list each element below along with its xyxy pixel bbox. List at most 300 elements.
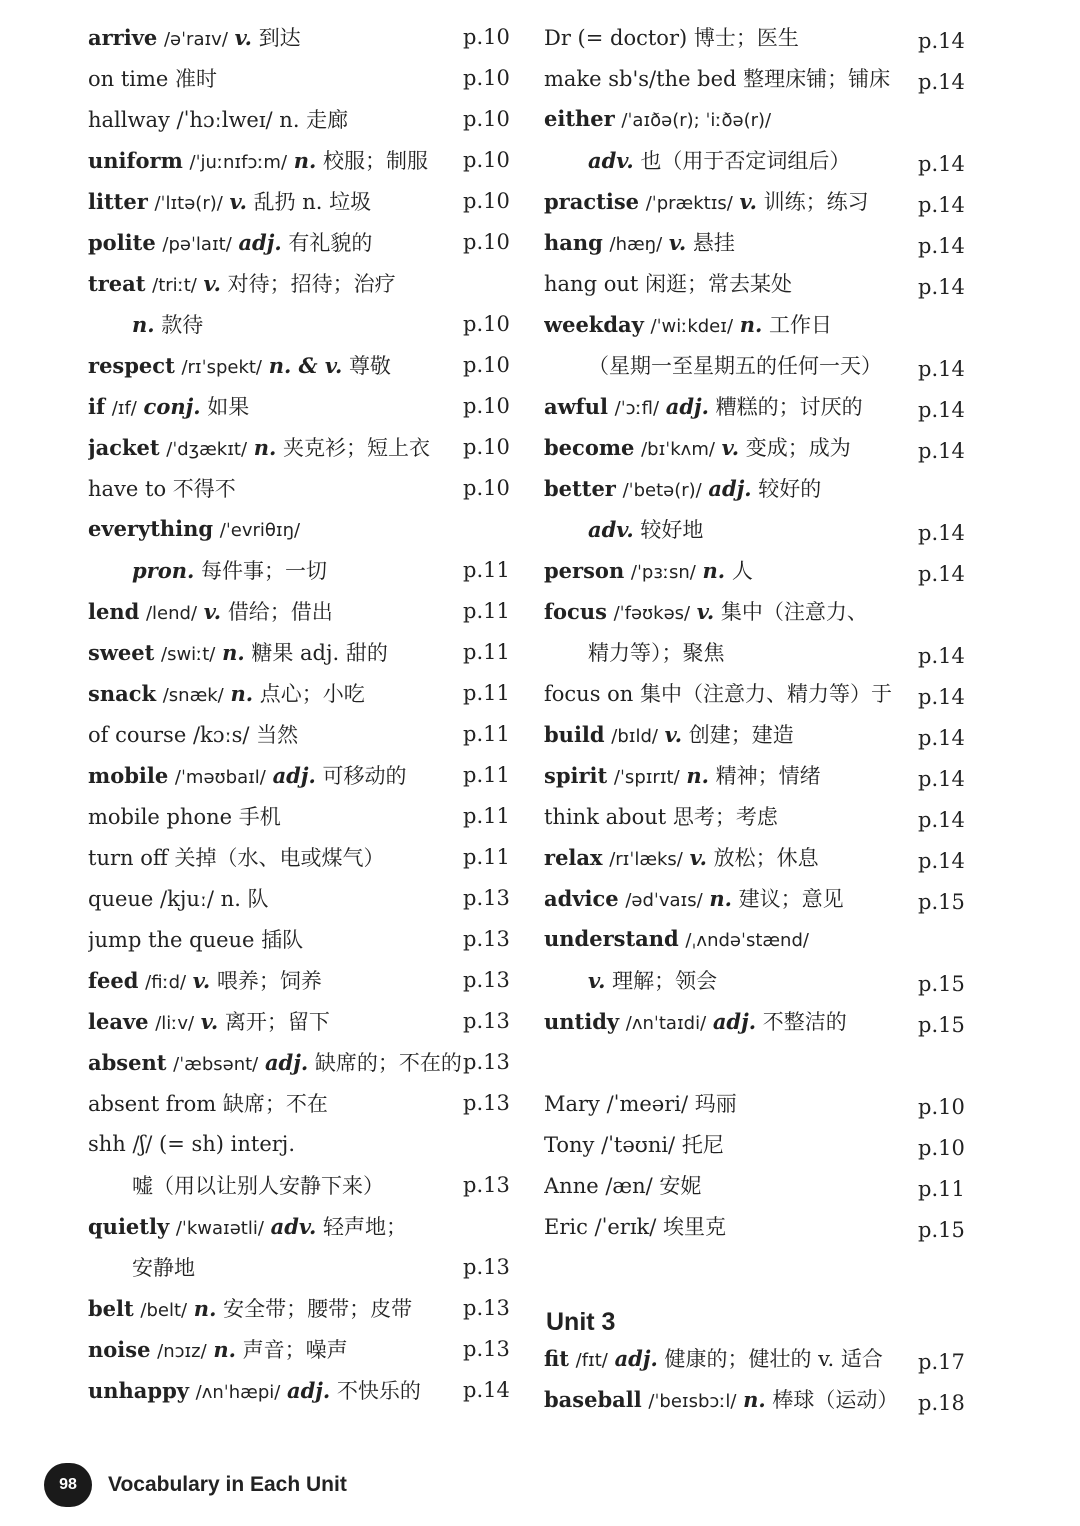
entry-text <box>88 1047 520 1077</box>
entry-text <box>544 801 980 831</box>
headword: fit <box>544 1345 569 1371</box>
entry-text <box>88 309 520 339</box>
headword: absent <box>88 1049 167 1075</box>
headword: relax <box>544 844 603 870</box>
entry-text <box>544 106 980 131</box>
entry-text <box>544 965 980 995</box>
unit-heading: Unit 3 <box>546 1308 616 1336</box>
page-ref: p.10 <box>463 229 510 254</box>
pronunciation: /ɪf/ <box>111 397 137 419</box>
entry-text <box>88 883 520 913</box>
entry-text <box>88 1211 520 1241</box>
pronunciation: /rɪˈlæks/ <box>609 848 683 870</box>
headword: everything <box>88 516 214 541</box>
pronunciation: /ˈpræktɪs/ <box>645 192 733 214</box>
pronunciation: /fiːd/ <box>145 971 187 993</box>
vocab-entry <box>88 385 520 426</box>
definition: 乱扔 n. 垃圾 <box>253 189 372 214</box>
page-ref: p.14 <box>918 767 965 791</box>
definition: 人 <box>731 558 753 583</box>
entry-text <box>544 63 980 93</box>
vocab-entry <box>544 754 980 795</box>
page-ref: p.14 <box>918 398 965 422</box>
part-of-speech: n. <box>739 311 763 337</box>
pronunciation: /belt/ <box>140 1299 188 1321</box>
entry-text <box>88 186 520 216</box>
part-of-speech: n. <box>686 762 709 788</box>
vocab-entry <box>88 713 520 754</box>
part-of-speech: v. <box>588 967 606 993</box>
definition: on time 准时 <box>88 66 218 91</box>
page-ref: p.10 <box>463 475 510 500</box>
headword: spirit <box>544 762 608 788</box>
vocab-entry <box>88 877 520 918</box>
entry-text <box>544 1384 980 1414</box>
vocab-entry <box>88 57 520 98</box>
part-of-speech: v. <box>721 434 740 460</box>
definition: focus on 集中（注意力、精力等）于 <box>544 681 892 706</box>
part-of-speech: adj. <box>665 393 709 419</box>
page-ref: p.14 <box>918 562 965 586</box>
part-of-speech: n. <box>222 639 245 665</box>
entry-text <box>88 1293 520 1323</box>
definition: 工作日 <box>768 312 832 337</box>
vocab-entry <box>544 180 980 221</box>
headword: arrive <box>88 24 158 50</box>
entry-text <box>88 1170 520 1200</box>
page-ref: p.15 <box>918 972 965 996</box>
part-of-speech: v. <box>229 188 247 214</box>
headword: awful <box>544 393 608 419</box>
page-ref: p.13 <box>463 1254 510 1279</box>
entry-text <box>88 1088 520 1118</box>
vocab-entry <box>88 590 520 631</box>
entry-text <box>88 268 520 298</box>
vocab-entry <box>544 344 980 385</box>
pronunciation: /ˈbetə(r)/ <box>622 479 702 501</box>
vocab-entry <box>544 98 980 139</box>
pronunciation: /hæŋ/ <box>609 233 663 255</box>
page-ref: p.11 <box>463 762 510 787</box>
vocab-entry <box>88 221 520 262</box>
vocab-entry <box>88 795 520 836</box>
vocab-entry <box>88 98 520 139</box>
part-of-speech: n. <box>213 1336 236 1362</box>
pronunciation: /bɪˈkʌm/ <box>641 438 715 460</box>
page-ref: p.10 <box>463 352 510 377</box>
part-of-speech: n. & v. <box>268 352 343 378</box>
vocab-entry <box>544 1123 980 1164</box>
page-ref: p.10 <box>918 1136 965 1160</box>
vocab-entry <box>88 1205 520 1246</box>
headword: respect <box>88 352 175 378</box>
definition: 建议；意见 <box>738 886 844 911</box>
definition: 缺席的；不在的 <box>314 1050 462 1075</box>
pronunciation: /ˈevriθɪŋ/ <box>219 520 301 541</box>
definition: think about 思考；考虑 <box>544 804 778 829</box>
vocab-entry <box>88 959 520 1000</box>
definition: 不整洁的 <box>762 1009 847 1034</box>
definition: 尊敬 <box>348 353 391 378</box>
definition: 夹克衫；短上衣 <box>283 435 431 460</box>
page-ref: p.17 <box>918 1350 965 1374</box>
headword: leave <box>88 1008 149 1034</box>
entry-text <box>88 63 520 93</box>
definition: 集中（注意力、 <box>720 599 868 624</box>
entry-text <box>544 1006 980 1036</box>
vocab-entry <box>544 549 980 590</box>
pronunciation: /ˈbeɪsbɔːl/ <box>648 1390 737 1412</box>
definition: 有礼貌的 <box>288 230 373 255</box>
names-list <box>544 1082 980 1246</box>
definition: 糖果 adj. 甜的 <box>251 640 388 665</box>
vocab-entry <box>544 795 980 836</box>
part-of-speech: conj. <box>143 393 201 419</box>
page-ref: p.11 <box>463 639 510 664</box>
page-ref: p.14 <box>918 70 965 94</box>
definition: 精力等）；聚焦 <box>588 640 725 665</box>
vocab-entry <box>88 1287 520 1328</box>
pronunciation: /liːv/ <box>155 1012 195 1034</box>
part-of-speech: pron. <box>132 557 195 583</box>
part-of-speech: v. <box>234 24 252 50</box>
pronunciation: /əˈraɪv/ <box>163 28 228 50</box>
page-ref: p.13 <box>463 1090 510 1115</box>
page-ref: p.11 <box>463 680 510 705</box>
definition: queue /kjuː/ n. 队 <box>88 886 269 911</box>
entry-text <box>544 1129 980 1159</box>
page-ref: p.10 <box>463 311 510 336</box>
spacer <box>544 1041 980 1082</box>
page-ref: p.11 <box>918 1177 965 1201</box>
part-of-speech: v. <box>203 270 221 296</box>
unit3-entries <box>544 1337 980 1419</box>
page-ref: p.11 <box>463 598 510 623</box>
part-of-speech: v. <box>200 1008 219 1034</box>
page-ref: p.14 <box>918 849 965 873</box>
part-of-speech: adj. <box>272 762 316 788</box>
entry-text <box>544 926 980 951</box>
spacer <box>544 1246 980 1287</box>
headword: quietly <box>88 1213 170 1239</box>
definition: 嘘（用以让别人安静下来） <box>132 1173 384 1198</box>
page-ref: p.14 <box>918 357 965 381</box>
definition: 悬挂 <box>692 230 735 255</box>
entry-text <box>544 842 980 872</box>
part-of-speech: n. <box>702 557 726 583</box>
pronunciation: /ˈæbsənt/ <box>173 1053 259 1075</box>
vocab-entry <box>544 836 980 877</box>
headword: weekday <box>544 311 644 337</box>
vocab-entry <box>88 918 520 959</box>
pronunciation: /triːt/ <box>152 274 197 296</box>
entry-text <box>88 104 520 134</box>
headword: lend <box>88 598 140 624</box>
page-ref: p.10 <box>463 65 510 90</box>
vocab-entry <box>544 713 980 754</box>
headword: understand <box>544 926 679 951</box>
definition: 健康的；健壮的 v. 适合 <box>664 1346 883 1371</box>
definition: Dr (= doctor) 博士；医生 <box>544 25 799 50</box>
definition: Tony /ˈtəʊni/ 托尼 <box>544 1132 724 1157</box>
headword: noise <box>88 1336 151 1362</box>
vocab-entry <box>544 672 980 713</box>
headword: feed <box>88 967 139 993</box>
page-footer <box>44 1462 347 1508</box>
definition: 较好的 <box>758 476 822 501</box>
vocab-entry <box>88 180 520 221</box>
vocab-entry <box>544 959 980 1000</box>
vocab-entry <box>544 221 980 262</box>
vocab-entry <box>88 1369 520 1410</box>
headword: unhappy <box>88 1377 189 1403</box>
page-ref: p.14 <box>918 29 965 53</box>
entry-text <box>544 883 980 913</box>
entry-text <box>88 227 520 257</box>
entry-text <box>544 637 980 667</box>
headword: advice <box>544 885 619 911</box>
page-ref: p.10 <box>463 106 510 131</box>
entry-text <box>544 719 980 749</box>
vocab-entry <box>544 16 980 57</box>
headword: belt <box>88 1295 134 1321</box>
pronunciation: /ˈjuːnɪfɔːm/ <box>189 151 288 173</box>
part-of-speech: v. <box>668 229 687 255</box>
entry-text <box>88 965 520 995</box>
definition: of course /kɔːs/ 当然 <box>88 722 299 747</box>
vocab-entry <box>544 631 980 672</box>
part-of-speech: adj. <box>238 229 282 255</box>
page-ref: p.11 <box>463 557 510 582</box>
definition: hang out 闲逛；常去某处 <box>544 271 792 296</box>
definition: hallway /ˈhɔːlweɪ/ n. 走廊 <box>88 107 349 132</box>
headword: build <box>544 721 605 747</box>
pronunciation: /lend/ <box>145 602 198 624</box>
vocab-entry <box>544 57 980 98</box>
part-of-speech: adv. <box>588 147 634 173</box>
pronunciation: /ˈməʊbaɪl/ <box>174 766 266 788</box>
definition: make sb's/the bed 整理床铺；铺床 <box>544 66 891 91</box>
vocab-entry <box>544 918 980 959</box>
page-ref: p.14 <box>918 152 965 176</box>
definition: 借给；借出 <box>227 599 333 624</box>
vocab-entry <box>544 1205 980 1246</box>
page-ref: p.11 <box>463 721 510 746</box>
entry-text <box>88 924 520 954</box>
vocab-entry <box>544 1337 980 1378</box>
page-ref: p.15 <box>918 1013 965 1037</box>
page-ref: p.10 <box>463 393 510 418</box>
definition: 声音；噪声 <box>242 1337 348 1362</box>
definition: 款待 <box>161 312 204 337</box>
page-ref: p.10 <box>463 24 510 49</box>
headword: focus <box>544 598 607 624</box>
vocab-entry <box>88 344 520 385</box>
entry-text <box>88 473 520 503</box>
page-ref: p.14 <box>918 644 965 668</box>
vocab-entry <box>544 1378 980 1419</box>
pronunciation: /swiːt/ <box>161 643 216 665</box>
definition: 每件事；一切 <box>201 558 328 583</box>
page-ref: p.14 <box>918 726 965 750</box>
entry-text <box>544 1211 980 1241</box>
headword: if <box>88 393 106 419</box>
headword: untidy <box>544 1008 620 1034</box>
page-ref: p.10 <box>463 188 510 213</box>
vocab-entry <box>88 754 520 795</box>
definition: jump the queue 插队 <box>88 927 304 952</box>
vocab-entry <box>88 1000 520 1041</box>
entry-text <box>544 760 980 790</box>
page-ref: p.15 <box>918 890 965 914</box>
page-ref: p.11 <box>463 844 510 869</box>
headword: litter <box>88 188 148 214</box>
pronunciation: /ˈpɜːsn/ <box>630 561 696 583</box>
entry-text <box>544 145 980 175</box>
vocab-entry <box>544 590 980 631</box>
vocab-entry <box>88 16 520 57</box>
entry-text <box>544 514 980 544</box>
entry-text <box>88 555 520 585</box>
entry-text <box>88 801 520 831</box>
entry-text <box>88 1334 520 1364</box>
pronunciation: /ˈkwaɪətli/ <box>175 1217 264 1239</box>
page-ref: p.14 <box>918 521 965 545</box>
vocab-entry <box>544 508 980 549</box>
vocab-entry <box>544 262 980 303</box>
vocab-entry <box>544 385 980 426</box>
definition: 可移动的 <box>322 763 407 788</box>
page-ref: p.10 <box>463 434 510 459</box>
pronunciation: /pəˈlaɪt/ <box>162 233 232 255</box>
headword: polite <box>88 229 156 255</box>
pronunciation: /ˈfəʊkəs/ <box>613 602 691 624</box>
page-ref: p.18 <box>918 1391 965 1415</box>
vocab-entry <box>88 549 520 590</box>
definition: 训练；练习 <box>763 189 869 214</box>
pronunciation: /snæk/ <box>162 684 224 706</box>
headword: become <box>544 434 635 460</box>
part-of-speech: v. <box>664 721 683 747</box>
entry-text <box>88 350 520 380</box>
page-ref: p.14 <box>918 439 965 463</box>
vocab-entry <box>544 303 980 344</box>
left-column <box>88 16 520 1410</box>
right-entries <box>544 16 980 1041</box>
vocab-entry <box>544 1164 980 1205</box>
part-of-speech: v. <box>689 844 707 870</box>
part-of-speech: v. <box>192 967 211 993</box>
entry-text <box>88 1132 520 1156</box>
part-of-speech: v. <box>739 188 757 214</box>
entry-text <box>88 637 520 667</box>
page-ref: p.13 <box>463 1172 510 1197</box>
definition: 安全带；腰带；皮带 <box>223 1296 413 1321</box>
vocab-entry <box>88 631 520 672</box>
vocab-entry <box>544 426 980 467</box>
entry-text <box>88 596 520 626</box>
page-number-badge: 98 <box>44 1463 92 1507</box>
definition: 较好地 <box>640 517 704 542</box>
definition: 创建；建造 <box>688 722 794 747</box>
part-of-speech: n. <box>709 885 732 911</box>
right-column <box>544 16 980 1419</box>
entry-text <box>88 760 520 790</box>
headword: better <box>544 475 616 501</box>
entry-text <box>544 391 980 421</box>
entry-text <box>544 186 980 216</box>
entry-text <box>88 1006 520 1036</box>
vocab-entry <box>544 1082 980 1123</box>
definition: 校服；制服 <box>322 148 428 173</box>
entry-text <box>88 22 520 52</box>
page-ref: p.14 <box>918 234 965 258</box>
vocab-entry <box>88 1246 520 1287</box>
entry-text <box>544 227 980 257</box>
vocab-entry <box>544 139 980 180</box>
pronunciation: /ˈaɪðə(r); ˈiːðə(r)/ <box>621 110 772 131</box>
entry-text <box>544 555 980 585</box>
definition: 点心；小吃 <box>259 681 365 706</box>
pronunciation: /ədˈvaɪs/ <box>625 889 703 911</box>
vocab-entry <box>88 508 520 549</box>
definition: 变成；成为 <box>745 435 851 460</box>
vocab-entry <box>88 1328 520 1369</box>
headword: either <box>544 106 615 131</box>
page-ref: p.10 <box>918 1095 965 1119</box>
part-of-speech: v. <box>203 598 222 624</box>
headword: mobile <box>88 762 169 788</box>
entry-text <box>88 391 520 421</box>
part-of-speech: adj. <box>287 1377 331 1403</box>
headword: person <box>544 557 625 583</box>
page-ref: p.13 <box>463 967 510 992</box>
headword: uniform <box>88 147 183 173</box>
entry-text <box>544 473 980 503</box>
vocab-entry <box>544 1000 980 1041</box>
definition: absent from 缺席；不在 <box>88 1091 328 1116</box>
pronunciation: /ˈwiːkdeɪ/ <box>650 315 734 337</box>
definition: turn off 关掉（水、电或煤气） <box>88 845 385 870</box>
entry-text <box>544 1170 980 1200</box>
definition: 放松；休息 <box>713 845 819 870</box>
definition: have to 不得不 <box>88 476 236 501</box>
pronunciation: /rɪˈspekt/ <box>181 356 262 378</box>
part-of-speech: n. <box>230 680 254 706</box>
entry-text <box>88 1375 520 1405</box>
definition: 如果 <box>207 394 250 419</box>
part-of-speech: n. <box>293 147 317 173</box>
definition: 也（用于否定词组后） <box>640 148 851 173</box>
entry-text <box>544 678 980 708</box>
part-of-speech: adv. <box>270 1213 317 1239</box>
pronunciation: /ˈɔːfl/ <box>614 397 660 419</box>
definition: 安静地 <box>132 1255 195 1280</box>
page-ref: p.11 <box>463 803 510 828</box>
page-ref: p.13 <box>463 1336 510 1361</box>
definition: Mary /ˈmeəri/ 玛丽 <box>544 1091 737 1116</box>
part-of-speech: n. <box>193 1295 217 1321</box>
definition: （星期一至星期五的任何一天） <box>588 353 882 378</box>
page-ref: p.14 <box>463 1377 510 1402</box>
entry-text <box>544 309 980 339</box>
pronunciation: /bɪld/ <box>611 725 658 747</box>
definition: 离开；留下 <box>224 1009 330 1034</box>
vocab-entry <box>544 877 980 918</box>
vocab-entry <box>88 467 520 508</box>
entry-text <box>544 1343 980 1373</box>
page-ref: p.13 <box>463 1008 510 1033</box>
